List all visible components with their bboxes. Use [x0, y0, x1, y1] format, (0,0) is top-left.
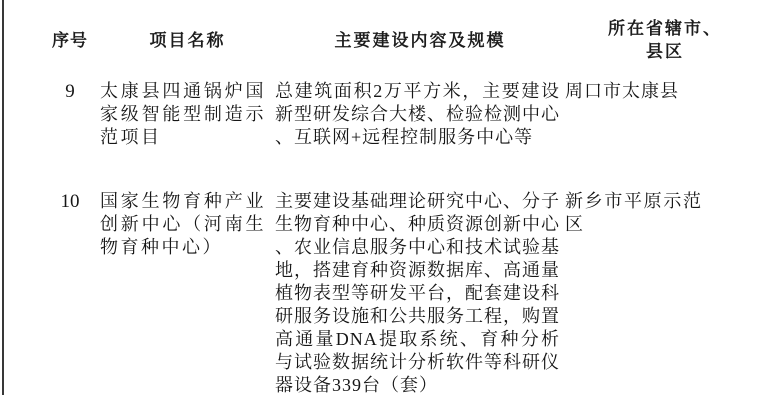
header-location-label-line2: 县区	[646, 42, 684, 61]
header-location-label-line1: 所在省辖市、	[608, 19, 722, 38]
header-project-name-label: 项目名称	[149, 30, 226, 50]
table-row-10-project-name	[100, 190, 275, 404]
header-location	[565, 0, 765, 80]
table-row-9-project-name	[100, 80, 275, 190]
construction-content-text: 主要建设基础理论研究中心、分子生物育种中心、种质资源创新中心、农业信息服务中心和技术试验基地，搭建育种资源数据库、高通量植物表型等研发平台，配套建设科研服务设施和公共服务工程，购置高通量DNA提取系统、育种分析与试验数据统计分析软件等科研仪器设备339台（套）	[275, 191, 560, 395]
table-row-9-location	[565, 80, 765, 190]
table-row-10-construction-content	[275, 190, 565, 404]
table-row-9-serial: 9	[65, 81, 75, 102]
project-name-text: 国家生物育种产业创新中心（河南生物育种中心）	[100, 191, 266, 257]
construction-content-text: 总建筑面积2万平方米，主要建设新型研发综合大楼、检验检测中心、互联网+远程控制服务中心等	[275, 81, 560, 147]
location-text: 周口市太康县	[565, 81, 679, 101]
table-row-9-construction-content	[275, 80, 565, 190]
table-row-10-location	[565, 190, 765, 404]
header-construction-content	[275, 0, 565, 80]
header-construction-content-label: 主要建设内容及规模	[334, 30, 506, 50]
header-serial-number	[40, 0, 100, 80]
header-project-name	[100, 0, 275, 80]
project-name-text: 太康县四通锅炉国家级智能型制造示范项目	[100, 81, 266, 147]
table-row-10-serial: 10	[60, 191, 80, 212]
header-serial-number-label: 序号	[52, 30, 88, 50]
location-text: 新乡市平原示范区	[565, 191, 702, 234]
